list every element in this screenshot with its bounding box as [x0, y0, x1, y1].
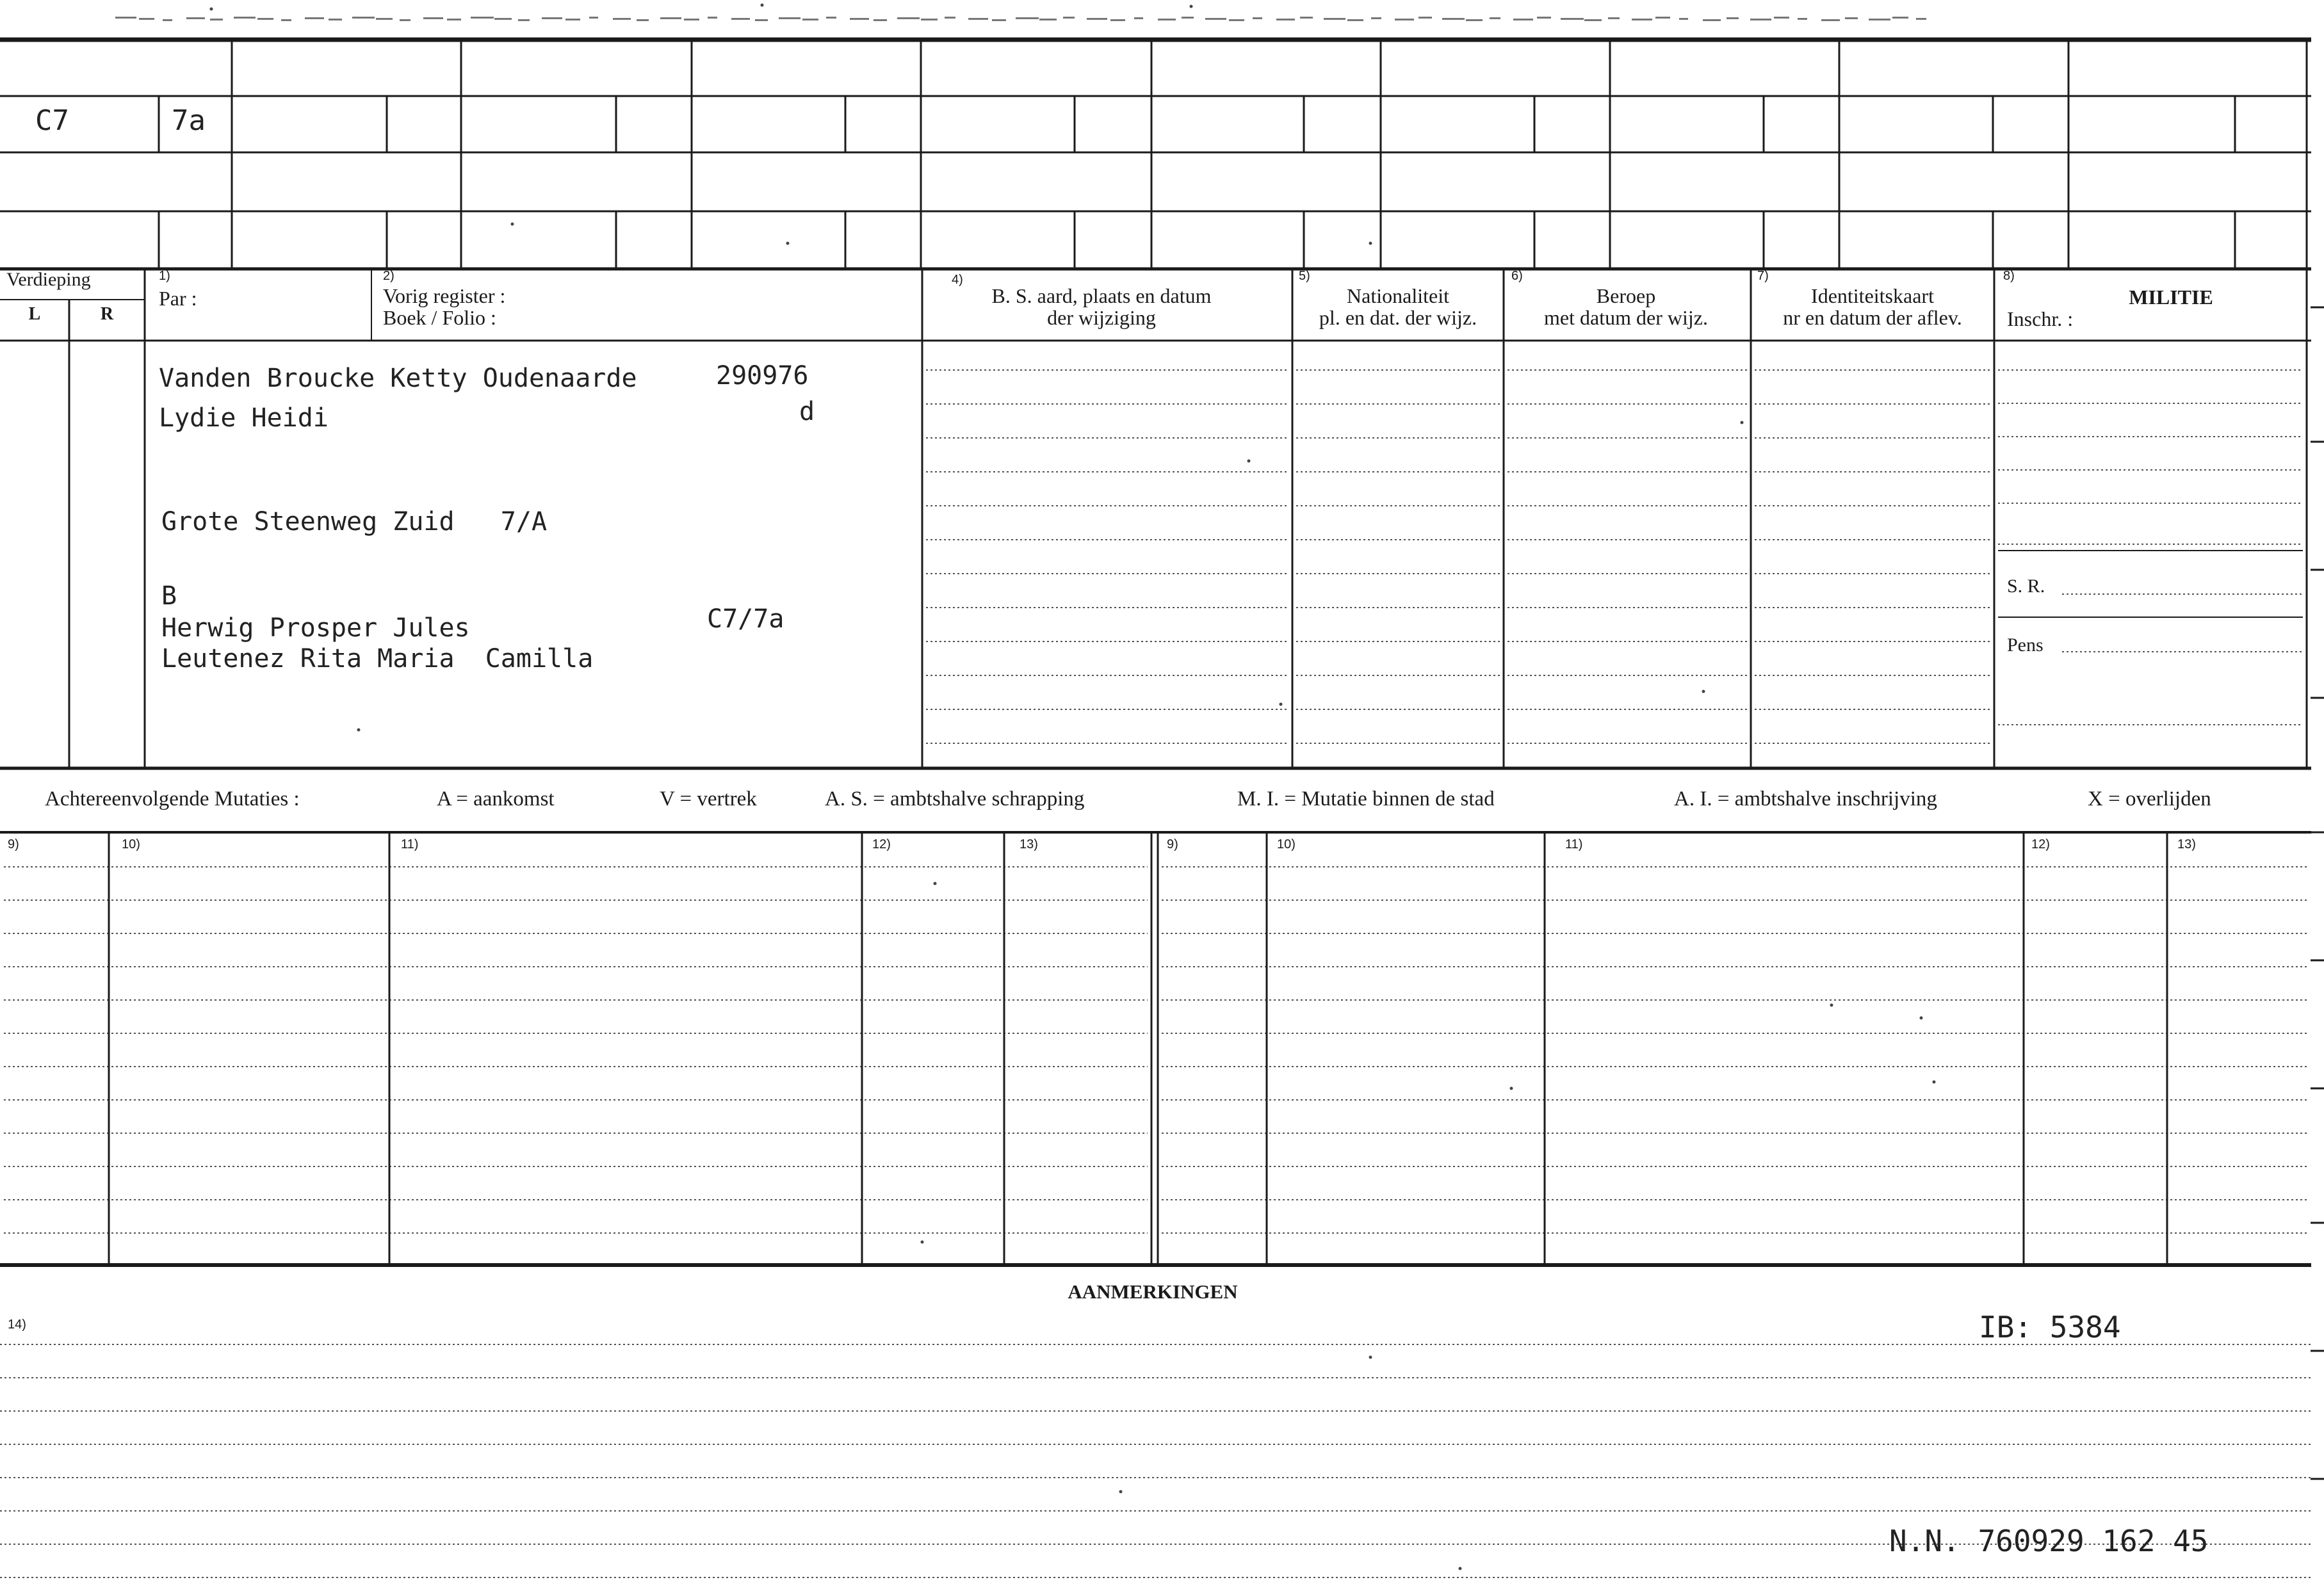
scan-noise	[565, 19, 580, 20]
scan-speck	[1741, 421, 1744, 424]
bs-wijziging-label-1: B. S. aard, plaats en datum	[991, 284, 1212, 307]
scan-noise	[186, 17, 205, 19]
scan-noise	[376, 18, 393, 20]
mut-right-col-9: 9)	[1167, 837, 1178, 851]
legend-overlijden: X = overlijden	[2088, 787, 2211, 811]
scan-noise	[210, 19, 223, 20]
scan-noise	[731, 18, 750, 20]
par-label: Par :	[159, 287, 197, 310]
entry-parent-ref: C7/7a	[707, 604, 784, 634]
scan-noise	[329, 19, 342, 20]
mut-left-col-12: 12)	[872, 837, 891, 851]
nationaliteit-label-1: Nationaliteit	[1347, 284, 1449, 307]
scan-noise	[1134, 17, 1143, 19]
legend-ambtshalve-inschrijving: A. I. = ambtshalve inschrijving	[1674, 787, 1937, 811]
scan-noise	[779, 17, 800, 19]
scan-noise	[281, 19, 291, 21]
mut-left-col-9: 9)	[8, 837, 19, 851]
scan-noise	[992, 19, 1006, 21]
scan-speck	[511, 223, 514, 226]
scan-speck	[1280, 703, 1283, 706]
identiteitskaart-label-1: Identiteitskaart	[1811, 284, 1934, 307]
scan-noise	[1584, 19, 1602, 21]
nationaliteit-label-2: pl. en dat. der wijz.	[1319, 306, 1477, 329]
scan-noise	[1347, 19, 1363, 21]
scan-noise	[708, 17, 717, 19]
scan-noise	[423, 17, 443, 19]
scan-speck	[1459, 1567, 1462, 1570]
bs-wijziging-label-2: der wijziging	[1047, 306, 1156, 329]
scan-noise	[921, 19, 938, 20]
scan-speck	[1510, 1087, 1513, 1090]
form-rule-lines	[0, 40, 2324, 1577]
scan-noise	[660, 17, 681, 19]
scan-noise	[1324, 18, 1345, 20]
mut-left-col-11: 11)	[401, 837, 419, 851]
verdieping-label: Verdieping	[6, 269, 91, 290]
scan-noise	[352, 17, 375, 19]
scan-noise	[1016, 17, 1039, 19]
boek-folio-label: Boek / Folio :	[383, 306, 496, 329]
vorig-register-label: Vorig register :	[383, 284, 506, 307]
scan-noise	[1798, 18, 1807, 20]
scan-speck	[1369, 1356, 1372, 1359]
scan-noise	[1158, 19, 1176, 20]
scan-speck	[210, 8, 213, 11]
scan-noise	[826, 17, 836, 19]
militie-label: MILITIE	[2129, 286, 2213, 309]
mut-right-col-11: 11)	[1565, 837, 1583, 851]
scan-noise	[850, 18, 869, 20]
scan-noise	[1490, 17, 1500, 19]
scan-specks	[115, 4, 1936, 1570]
scan-noise	[1845, 17, 1858, 19]
register-code-left: C7	[35, 104, 69, 137]
entry-name-line: Vanden Broucke Ketty Oudenaarde	[159, 364, 637, 393]
scan-noise	[1727, 17, 1739, 19]
col7-number: 7)	[1757, 269, 1769, 283]
verdieping-left-label: L	[28, 304, 41, 324]
scan-noise	[1892, 17, 1908, 19]
entry-given-names: Lydie Heidi	[159, 403, 329, 433]
scan-speck	[357, 729, 361, 732]
legend-aankomst: A = aankomst	[437, 787, 555, 811]
aanmerkingen-title: AANMERKINGEN	[1068, 1280, 1238, 1303]
scan-noise	[1229, 19, 1244, 21]
scan-noise	[163, 19, 172, 21]
scan-noise	[589, 17, 598, 19]
entry-birth-date: 290976	[716, 361, 809, 391]
col6-number: 6)	[1511, 269, 1523, 283]
scan-noise	[1916, 18, 1926, 20]
register-code-right: 7a	[172, 104, 206, 137]
remarks-number: 14)	[8, 1318, 26, 1332]
scan-noise	[1679, 18, 1688, 20]
mut-right-col-10: 10)	[1277, 837, 1296, 851]
scan-speck	[1920, 1017, 1923, 1020]
scan-noise	[1371, 17, 1381, 19]
beroep-label-1: Beroep	[1596, 284, 1656, 307]
scan-noise	[447, 19, 461, 20]
legend-mutatie-binnen-stad: M. I. = Mutatie binnen de stad	[1237, 787, 1495, 811]
scan-noise	[613, 18, 631, 20]
mut-right-col-13: 13)	[2177, 837, 2196, 851]
ib-number: IB: 5384	[1979, 1310, 2121, 1344]
scan-noise	[1300, 17, 1313, 19]
col5-number: 5)	[1299, 269, 1310, 283]
scan-noise	[1395, 19, 1414, 20]
scan-noise	[755, 19, 768, 21]
scan-noise	[115, 17, 136, 19]
scan-noise	[1608, 17, 1620, 19]
mutations-title: Achtereenvolgende Mutaties :	[45, 787, 300, 811]
scan-noise	[1442, 18, 1465, 20]
scan-noise	[518, 19, 530, 21]
scan-speck	[786, 242, 790, 245]
scan-noise	[897, 17, 920, 19]
entry-address: Grote Steenweg Zuid 7/A	[161, 507, 548, 536]
scan-noise	[1632, 19, 1652, 20]
scan-noise	[471, 17, 494, 19]
scan-noise	[684, 19, 699, 20]
scan-noise	[257, 18, 273, 20]
scan-noise	[1087, 18, 1107, 20]
sr-label: S. R.	[2007, 576, 2045, 597]
scan-noise	[1039, 19, 1057, 20]
pens-label: Pens	[2007, 634, 2044, 656]
scan-noise	[1655, 17, 1670, 19]
scan-speck	[761, 4, 764, 7]
scan-noise	[1561, 18, 1584, 20]
mut-right-col-12: 12)	[2031, 837, 2050, 851]
scan-speck	[1247, 460, 1251, 463]
scan-noise	[1063, 17, 1075, 19]
col1-number: 1)	[159, 269, 170, 283]
scan-speck	[1830, 1004, 1833, 1007]
scan-speck	[1190, 5, 1193, 8]
scan-noise	[1703, 19, 1721, 21]
entry-section-mark: B	[161, 581, 177, 611]
verdieping-right-label: R	[100, 304, 114, 324]
scan-noise	[542, 17, 562, 19]
scan-noise	[1182, 17, 1194, 19]
entry-mark: d	[799, 397, 815, 426]
scan-noise	[139, 18, 154, 20]
identiteitskaart-label-2: nr en datum der aflev.	[1783, 306, 1962, 329]
scan-noise	[305, 17, 324, 19]
scan-speck	[1702, 690, 1705, 693]
mut-left-col-10: 10)	[122, 837, 140, 851]
scan-noise	[400, 19, 410, 21]
scan-noise	[802, 19, 818, 20]
beroep-label-2: met datum der wijz.	[1544, 306, 1708, 329]
scan-noise	[874, 19, 887, 21]
scan-noise	[968, 18, 988, 20]
scan-noise	[1537, 17, 1551, 19]
scan-noise	[1253, 17, 1262, 19]
scan-noise	[1205, 18, 1226, 20]
scan-noise	[1774, 17, 1789, 19]
scan-speck	[1369, 242, 1372, 245]
scan-noise	[1750, 19, 1771, 20]
scan-noise	[1869, 19, 1890, 20]
col8-number: 8)	[2003, 269, 2015, 283]
col2-number: 2)	[383, 269, 394, 283]
scan-noise	[1466, 19, 1483, 21]
scan-noise	[1110, 19, 1125, 21]
legend-vertrek: V = vertrek	[660, 787, 757, 811]
mut-left-col-13: 13)	[1020, 837, 1038, 851]
scan-noise	[1276, 19, 1295, 20]
col4-number: 4)	[952, 273, 963, 287]
scan-speck	[1119, 1490, 1123, 1494]
scan-speck	[1933, 1081, 1936, 1084]
scan-noise	[637, 19, 649, 21]
inschr-label: Inschr. :	[2007, 307, 2074, 330]
scan-noise	[234, 17, 256, 19]
entry-parent-2: Leutenez Rita Maria Camilla	[161, 644, 594, 674]
scan-noise	[494, 18, 512, 20]
scan-noise	[1513, 19, 1533, 20]
legend-ambtshalve-schrapping: A. S. = ambtshalve schrapping	[825, 787, 1085, 811]
scan-noise	[1418, 17, 1432, 19]
scan-noise	[945, 17, 955, 19]
nn-number: N.N. 760929 162 45	[1889, 1524, 2209, 1558]
scan-speck	[921, 1241, 924, 1244]
scan-noise	[1821, 19, 1840, 21]
scan-speck	[934, 882, 937, 885]
entry-parent-1: Herwig Prosper Jules	[161, 613, 470, 643]
